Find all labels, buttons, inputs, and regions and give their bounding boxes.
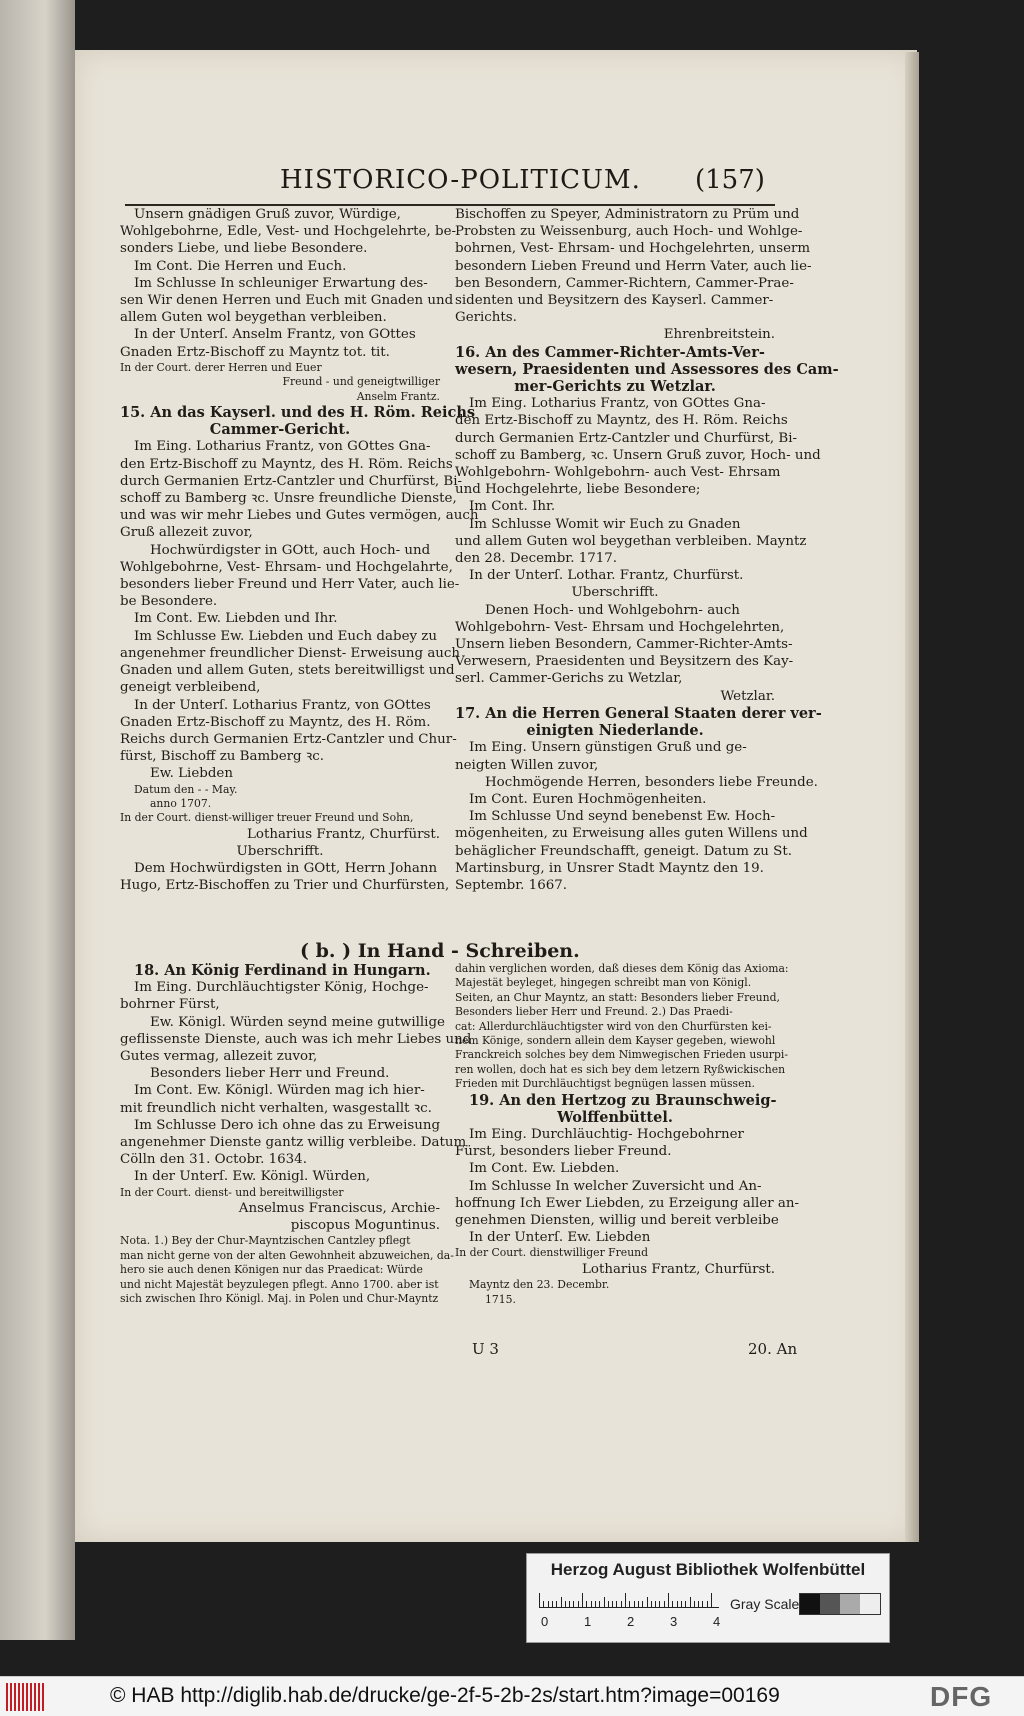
ruler-tick	[582, 1593, 583, 1607]
ruler-tick	[591, 1601, 592, 1607]
ruler-tick	[655, 1601, 656, 1607]
text-line: sidenten und Beysitzern des Kayserl. Cammer-	[455, 293, 774, 309]
text-line: Unsern lieben Besondern, Cammer-Richter-Amts-	[455, 637, 793, 653]
text-line: Im Eing. Durchläuchtigster König, Hochge-	[134, 980, 429, 996]
ruler-number: 4	[713, 1614, 721, 1629]
running-title: HISTORICO-POLITICUM.	[280, 165, 641, 195]
text-line: Gnaden Ertz-Bischoff zu Mayntz, des H. Röm.	[120, 714, 431, 730]
ruler-number: 2	[627, 1614, 635, 1629]
text-line: Gruß allezeit zuvor,	[120, 525, 253, 541]
text-line: Gnaden und allem Guten, stets bereitwilligst und	[120, 663, 455, 679]
text-line: Besonders lieber Herr und Freund. 2.) Das Praedi-	[455, 1005, 733, 1019]
text-line: Im Eing. Lotharius Frantz, von GOttes Gna-	[469, 396, 766, 412]
ruler-tick	[698, 1601, 699, 1607]
text-line: Im Schlusse Ew. Liebden und Euch dabey zu	[134, 628, 437, 644]
text-line: schoff zu Bamberg, ꝛc. Unsern Gruß zuvor, Hoch- und	[455, 447, 821, 463]
text-line: Uberschrifft.	[571, 585, 659, 601]
text-line: Cölln den 31. Octobr. 1634.	[120, 1152, 307, 1168]
text-line: anno 1707.	[150, 796, 212, 810]
text-line: Hugo, Ertz-Bischoffen zu Trier und Churfürsten,	[120, 878, 450, 894]
gray-swatch	[820, 1594, 840, 1614]
text-line: Im Eing. Durchläuchtig- Hochgebohrner	[469, 1127, 744, 1143]
text-line: Gerichts.	[455, 310, 517, 326]
text-line: Mayntz den 23. Decembr.	[469, 1278, 610, 1292]
text-line: ren wollen, doch hat es sich bey dem letzern Ryßwickischen	[455, 1062, 786, 1076]
ruler-tick	[702, 1601, 703, 1607]
ruler-tick	[685, 1601, 686, 1607]
ruler-tick	[608, 1601, 609, 1607]
ruler-tick	[711, 1593, 712, 1607]
ruler-tick	[647, 1597, 648, 1607]
text-line: und was wir mehr Liebes und Gutes vermögen, auch	[120, 508, 479, 524]
text-line: In der Unterſ. Ew. Königl. Würden,	[134, 1169, 371, 1185]
text-line: Denen Hoch- und Wohlgebohrn- auch	[485, 602, 740, 618]
text-line: Lotharius Frantz, Churfürst.	[246, 826, 440, 842]
text-line: mer-Gerichts zu Wetzlar.	[514, 378, 716, 396]
text-line: Ew. Königl. Würden seynd meine gutwillige	[150, 1014, 445, 1030]
text-line: und allem Guten wol beygethan verbleiben. Mayntz	[455, 533, 807, 549]
text-line: Nota. 1.) Bey der Chur-Mayntzischen Cantzley pflegt	[120, 1234, 411, 1248]
text-line: geflissenste Dienste, auch was ich mehr Liebes und	[120, 1031, 472, 1047]
text-line: Freund - und geneigtwilliger	[282, 375, 440, 389]
page-header	[280, 165, 780, 205]
text-line: fürst, Bischoff zu Bamberg ꝛc.	[120, 749, 324, 765]
ruler-tick	[565, 1601, 566, 1607]
text-line: Frieden mit Durchläuchtigst begnügen lassen müssen.	[455, 1077, 755, 1091]
gray-scale-swatch	[799, 1593, 881, 1615]
ruler-tick	[707, 1601, 708, 1607]
text-line: In der Unterſ. Lotharius Frantz, von GOttes	[134, 697, 431, 713]
text-line: sonders Liebe, und liebe Besondere.	[120, 241, 368, 257]
adjacent-page-edge	[0, 0, 75, 1640]
text-line: 1715.	[485, 1292, 516, 1306]
text-line: Im Eing. Lotharius Frantz, von GOttes Gna-	[134, 439, 431, 455]
text-line: serl. Cammer-Gerichs zu Wetzlar,	[455, 671, 683, 687]
ruler-tick	[659, 1601, 660, 1607]
ruler-tick	[539, 1593, 540, 1607]
page-stack-edge	[905, 52, 919, 1542]
ruler-tick	[672, 1601, 673, 1607]
text-line: Lotharius Frantz, Churfürst.	[581, 1261, 775, 1277]
text-line: Datum den - - May.	[134, 782, 238, 796]
text-line: Verwesern, Praesidenten und Beysitzern des Kay-	[455, 654, 794, 670]
text-line: besonders lieber Freund und Herr Vater, auch lie-	[120, 577, 460, 593]
ruler-scale	[539, 1591, 719, 1608]
text-line: Im Schlusse In welcher Zuversicht und An-	[469, 1178, 762, 1194]
text-line: behäglicher Freundschafft, geneigt. Datum zu St.	[455, 843, 792, 859]
text-line: In der Court. dienst-williger treuer Freund und Sohn,	[120, 811, 414, 825]
ruler-tick	[569, 1601, 570, 1607]
ruler-number: 3	[670, 1614, 678, 1629]
text-line: piscopus Moguntinus.	[290, 1218, 440, 1234]
text-line: Uberschrifft.	[236, 843, 324, 859]
text-line: Septembr. 1667.	[455, 877, 568, 893]
text-line: Im Schlusse Womit wir Euch zu Gnaden	[469, 516, 741, 532]
text-line: besondern Lieben Freund und Herrn Vater, auch lie-	[455, 258, 812, 274]
text-line: ben Besondern, Cammer-Richtern, Cammer-Prae-	[455, 275, 794, 291]
text-line: Gutes vermag, allezeit zuvor,	[120, 1049, 318, 1065]
page-number: (157)	[695, 165, 765, 195]
text-line: geneigt verbleibend,	[120, 680, 261, 696]
text-line: Unsern gnädigen Gruß zuvor, Würdige,	[134, 207, 401, 222]
text-line: dahin verglichen worden, daß dieses dem König das Axioma:	[455, 962, 789, 975]
left-text-column-lower	[120, 962, 472, 1306]
catchword: 20. An	[748, 1340, 798, 1358]
text-line: mit freundlich nicht verhalten, wasgestallt ꝛc.	[120, 1100, 432, 1116]
text-line: Im Schlusse In schleuniger Erwartung des-	[134, 275, 428, 291]
ruler-tick	[612, 1601, 613, 1607]
library-name: Herzog August Bibliothek Wolfenbüttel	[550, 1560, 866, 1579]
text-line: 17. An die Herren General Staaten derer ver-	[455, 704, 822, 722]
text-line: man nicht gerne von der alten Gewohnheit abzuweichen, da-	[120, 1248, 454, 1262]
ruler-tick	[681, 1601, 682, 1607]
ruler-tick	[634, 1601, 635, 1607]
text-line: Wetzlar.	[720, 688, 775, 704]
ruler-tick	[586, 1601, 587, 1607]
ruler-tick	[625, 1593, 626, 1607]
text-line: Im Cont. Ew. Königl. Würden mag ich hier-	[134, 1083, 425, 1099]
ruler-tick	[629, 1601, 630, 1607]
text-line: bohrnen, Vest- Ehrsam- und Hochgelehrten, unserm	[455, 241, 811, 257]
gray-swatch	[800, 1594, 820, 1614]
text-line: In der Unterſ. Anselm Frantz, von GOttes	[134, 327, 416, 343]
text-line: angenehmer freundlicher Dienst- Erweisung auch	[120, 645, 461, 661]
source-url[interactable]: © HAB http://diglib.hab.de/drucke/ge-2f-5-2b-2s/start.htm?image=00169	[110, 1684, 780, 1707]
dfg-logo: DFG	[930, 1681, 993, 1712]
gray-swatch	[840, 1594, 860, 1614]
ruler-tick	[616, 1601, 617, 1607]
text-line: 15. An das Kayserl. und des H. Röm. Reichs	[120, 404, 476, 422]
text-line: Im Cont. Die Herren und Euch.	[134, 258, 347, 274]
text-line: Im Schlusse Dero ich ohne das zu Erweisung	[134, 1117, 441, 1133]
text-line: Seiten, an Chur Mayntz, an statt: Besonders lieber Freund,	[455, 990, 780, 1004]
text-line: einigten Niederlande.	[526, 722, 704, 740]
text-line: hoffnung Ich Ewer Liebden, zu Erzeigung aller an-	[455, 1195, 799, 1211]
text-line: mögenheiten, zu Erweisung alles guten Willens und	[455, 826, 808, 842]
text-line: Franckreich solches bey dem Nimwegischen Frieden usurpi-	[455, 1048, 788, 1062]
text-line: Besonders lieber Herr und Freund.	[150, 1066, 390, 1082]
text-line: neigten Willen zuvor,	[455, 757, 599, 773]
ruler-tick	[543, 1601, 544, 1607]
text-line: Ew. Liebden	[150, 766, 233, 782]
text-line: Im Cont. Ihr.	[469, 499, 556, 515]
ruler-number: 1	[584, 1614, 592, 1629]
text-line: In der Court. dienstwilliger Freund	[455, 1246, 649, 1260]
right-text-column	[455, 206, 839, 894]
text-line: 18. An König Ferdinand in Hungarn.	[134, 962, 431, 979]
text-line: schoff zu Bamberg ꝛc. Unsre freundliche Dienste,	[120, 491, 457, 507]
signature-mark: U 3	[472, 1340, 499, 1358]
text-line: durch Germanien Ertz-Cantzler und Churfürst, Bi-	[455, 430, 798, 446]
text-line: Im Schlusse Und seynd benebenst Ew. Hoch-	[469, 809, 776, 825]
text-line: 19. An den Hertzog zu Braunschweig-	[469, 1091, 777, 1109]
text-line: Anselmus Franciscus, Archie-	[238, 1201, 440, 1217]
text-line: den Ertz-Bischoff zu Mayntz, des H. Röm. Reichs	[455, 413, 788, 429]
library-label	[526, 1553, 890, 1643]
ruler-tick	[642, 1601, 643, 1607]
ruler-tick	[578, 1601, 579, 1607]
ruler-tick	[552, 1601, 553, 1607]
text-line: Bischoffen zu Speyer, Administratorn zu Prüm und	[455, 207, 800, 222]
right-text-column-lower	[455, 962, 799, 1307]
text-line: nem Könige, sondern allein dem Kayser gegeben, wiewohl	[455, 1034, 776, 1048]
text-line: und Hochgelehrte, liebe Besondere;	[455, 482, 701, 498]
text-line: und nicht Majestät beyzulegen pflegt. Anno 1700. aber ist	[120, 1277, 439, 1291]
text-line: Im Cont. Ew. Liebden.	[469, 1161, 620, 1177]
text-line: Ehrenbreitstein.	[663, 327, 775, 343]
text-line: 16. An des Cammer-Richter-Amts-Ver-	[455, 343, 765, 361]
ruler-tick	[651, 1601, 652, 1607]
text-line: In der Unterſ. Lothar. Frantz, Churfürst.	[469, 568, 744, 584]
text-line: genehmen Diensten, willig und bereit verbleibe	[455, 1213, 779, 1229]
ruler-tick	[595, 1601, 596, 1607]
text-line: be Besondere.	[120, 594, 218, 610]
ruler-tick	[694, 1601, 695, 1607]
text-line: In der Court. derer Herren und Euer	[120, 360, 322, 374]
text-line: Hochmögende Herren, besonders liebe Freunde.	[485, 774, 818, 790]
ruler-tick	[556, 1601, 557, 1607]
text-line: Wohlgebohrn- Wohlgebohrn- auch Vest- Ehrsam	[455, 465, 781, 481]
section-title: ( b. ) In Hand - Schreiben.	[300, 940, 580, 962]
text-line: Im Eing. Unsern günstigen Gruß und ge-	[469, 740, 747, 756]
text-line: sen Wir denen Herren und Euch mit Gnaden und	[120, 293, 454, 309]
text-line: Wohlgebohrne, Edle, Vest- und Hochgelehrte, be-	[120, 224, 457, 240]
text-line: wesern, Praesidenten und Assessores des Cam-	[455, 360, 839, 378]
ruler-tick	[664, 1601, 665, 1607]
text-line: Majestät beyleget, hingegen schreibt man von Königl.	[455, 976, 752, 990]
text-line: Anselm Frantz.	[356, 389, 440, 403]
text-line: Reichs durch Germanien Ertz-Cantzler und Chur-	[120, 731, 457, 747]
text-line: hero sie auch denen Königen nur das Praedicat: Würde	[120, 1263, 423, 1277]
text-line: allem Guten wol beygethan verbleiben.	[120, 310, 387, 326]
ruler-tick	[668, 1593, 669, 1607]
text-line: sich zwischen Ihro Königl. Maj. in Polen und Chur-Mayntz	[120, 1292, 439, 1306]
ruler-tick	[548, 1601, 549, 1607]
text-line: cat: Allerdurchläuchtigster wird von den Churfürsten kei-	[455, 1019, 772, 1033]
ruler-tick	[561, 1597, 562, 1607]
text-line: Im Cont. Euren Hochmögenheiten.	[469, 791, 707, 807]
text-line: Hochwürdigster in GOtt, auch Hoch- und	[150, 542, 431, 558]
text-line: Probsten zu Weissenburg, auch Hoch- und Wohlge-	[455, 224, 803, 240]
text-line: bohrner Fürst,	[120, 997, 220, 1013]
text-line: durch Germanien Ertz-Cantzler und Churfürst, Bi-	[120, 473, 463, 489]
viewer-footer-bar	[0, 1676, 1024, 1716]
ruler-tick	[690, 1597, 691, 1607]
left-text-column	[120, 206, 479, 895]
text-line: angenehmer Dienste gantz willig verbleibe. Datum	[120, 1135, 467, 1151]
gray-swatch	[860, 1594, 880, 1614]
gray-scale-label: Gray Scale	[730, 1596, 800, 1612]
ruler-tick	[604, 1597, 605, 1607]
text-line: Cammer-Gericht.	[209, 421, 351, 439]
text-line: In der Unterſ. Ew. Liebden	[469, 1230, 651, 1246]
text-line: Im Cont. Ew. Liebden und Ihr.	[134, 611, 338, 627]
text-line: Wolffenbüttel.	[557, 1108, 673, 1126]
ruler-tick	[599, 1601, 600, 1607]
text-line: Fürst, besonders lieber Freund.	[455, 1144, 672, 1160]
text-line: Wohlgebohrne, Vest- Ehrsam- und Hochgelahrte,	[120, 559, 453, 575]
ruler-tick	[638, 1601, 639, 1607]
ruler-tick	[573, 1601, 574, 1607]
text-line: Wohlgebohrn- Vest- Ehrsam und Hochgelehrten,	[455, 619, 785, 635]
text-line: Gnaden Ertz-Bischoff zu Mayntz tot. tit.	[120, 344, 390, 360]
text-line: den Ertz-Bischoff zu Mayntz, des H. Röm. Reichs	[120, 456, 453, 472]
text-line: den 28. Decembr. 1717.	[455, 551, 618, 567]
ruler-tick	[621, 1601, 622, 1607]
text-line: Martinsburg, in Unsrer Stadt Mayntz den 19.	[455, 860, 764, 876]
ruler-number: 0	[541, 1614, 549, 1629]
ruler-tick	[677, 1601, 678, 1607]
hab-logo-icon	[6, 1683, 46, 1711]
text-line: Dem Hochwürdigsten in GOtt, Herrn Johann	[134, 861, 438, 877]
text-line: In der Court. dienst- und bereitwilligster	[120, 1185, 344, 1199]
